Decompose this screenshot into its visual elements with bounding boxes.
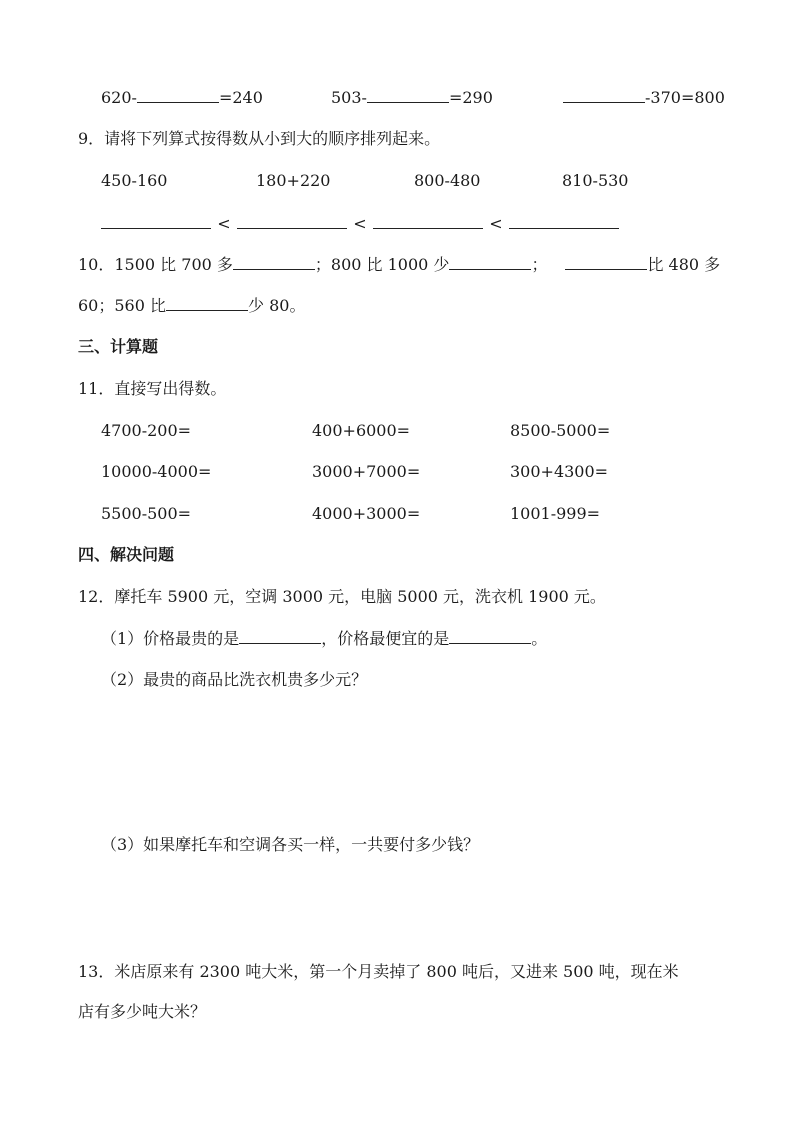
answer-blank[interactable] — [563, 86, 645, 103]
calc-item: 4700-200= — [101, 421, 192, 440]
q10-line-1 — [78, 253, 720, 276]
q12-sub-1 — [101, 627, 547, 650]
answer-blank[interactable] — [565, 253, 647, 270]
answer-blank[interactable] — [449, 253, 531, 270]
calc-item: 1001-999= — [510, 504, 601, 523]
calc-item: 5500-500= — [101, 504, 192, 523]
q9-expr: 810-530 — [562, 171, 629, 190]
q9-expr: 180+220 — [256, 171, 331, 190]
answer-blank[interactable] — [509, 212, 619, 229]
q11-question: 11．直接写出得数。 — [78, 379, 227, 398]
answer-blank[interactable] — [233, 253, 315, 270]
answer-blank[interactable] — [166, 294, 248, 311]
q12-sub-1-middle: ，价格最便宜的是 — [321, 629, 450, 648]
calc-item: 300+4300= — [510, 462, 609, 481]
less-than-sign: < — [353, 214, 367, 233]
calc-item: 3000+7000= — [312, 462, 421, 481]
q12-sub-3: （3）如果摩托车和空调各买一样，一共要付多少钱？ — [101, 835, 480, 854]
less-than-sign: < — [489, 214, 503, 233]
q10-line-2-suffix: 少 80。 — [248, 296, 306, 315]
q10-number: 10． — [78, 255, 115, 274]
answer-blank[interactable] — [239, 627, 321, 644]
answer-blank[interactable] — [449, 627, 531, 644]
answer-blank[interactable] — [237, 212, 347, 229]
q12-sub-1-suffix: 。 — [531, 629, 548, 648]
answer-blank[interactable] — [373, 212, 483, 229]
q10-part-3: 比 480 多 — [647, 255, 721, 274]
q13-line-2: 店有多少吨大米？ — [78, 1002, 207, 1021]
q8-expr-2 — [331, 86, 493, 109]
calc-item: 10000-4000= — [101, 462, 212, 481]
q9-order-row — [101, 212, 619, 235]
q13-line-1: 13．米店原来有 2300 吨大米，第一个月卖掉了 800 吨后，又进来 500 吨，现在米 — [78, 962, 679, 981]
section-heading: 四、解决问题 — [78, 545, 175, 564]
q12-question: 12．摩托车 5900 元，空调 3000 元，电脑 5000 元，洗衣机 1900 元。 — [78, 587, 606, 606]
q10-part-1: 1500 比 700 多 — [114, 255, 233, 274]
section-heading: 三、计算题 — [78, 337, 159, 356]
answer-blank[interactable] — [101, 212, 211, 229]
q8-expr-3-suffix: -370=800 — [645, 88, 725, 107]
answer-blank[interactable] — [367, 86, 449, 103]
q12-sub-1-prefix: （1）价格最贵的是 — [101, 629, 240, 648]
q8-expr-1 — [101, 86, 263, 109]
q9-expr: 450-160 — [101, 171, 168, 190]
q10-line-2 — [78, 294, 305, 317]
q9-expr: 800-480 — [414, 171, 481, 190]
q12-sub-2: （2）最贵的商品比洗衣机贵多少元？ — [101, 670, 368, 689]
q8-expr-2-prefix: 503- — [331, 88, 367, 107]
q8-expr-2-suffix: =290 — [448, 88, 493, 107]
calc-item: 8500-5000= — [510, 421, 611, 440]
q10-line-2-prefix: 60；560 比 — [78, 296, 166, 315]
q10-part-2: ；800 比 1000 少 — [314, 255, 450, 274]
q8-expr-1-prefix: 620- — [101, 88, 137, 107]
calc-item: 400+6000= — [312, 421, 411, 440]
q10-separator: ； — [531, 255, 548, 274]
q8-expr-1-suffix: =240 — [218, 88, 263, 107]
calc-item: 4000+3000= — [312, 504, 421, 523]
answer-blank[interactable] — [137, 86, 219, 103]
q8-expr-3 — [563, 86, 725, 109]
q9-question: 9．请将下列算式按得数从小到大的顺序排列起来。 — [78, 129, 441, 148]
less-than-sign: < — [217, 214, 231, 233]
